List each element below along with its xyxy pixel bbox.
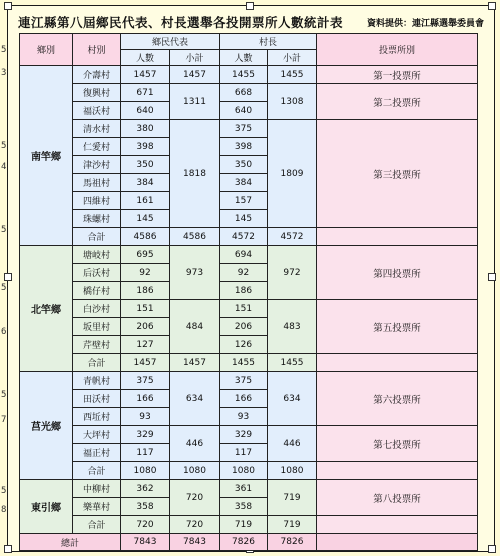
village-name: 塘岐村 [73, 246, 121, 264]
resize-handle-top-left[interactable] [4, 2, 12, 10]
chief-subtotal: 634 [268, 372, 317, 426]
village-name: 復興村 [73, 84, 121, 102]
station-empty [317, 354, 478, 372]
rep-count: 384 [121, 174, 170, 192]
header-rep: 鄉民代表 [121, 34, 220, 50]
table-row [20, 372, 478, 390]
grand-total-rep-sub: 7843 [170, 534, 220, 551]
chief-subtotal: 719 [268, 480, 317, 516]
table-row [20, 480, 478, 498]
subtotal-label: 合計 [73, 462, 121, 480]
village-name: 福正村 [73, 444, 121, 462]
side-mark: 4 [1, 162, 7, 172]
rep-subtotal: 1818 [170, 120, 220, 228]
rep-count: 166 [121, 390, 170, 408]
subtotal-chief-sub: 1080 [268, 462, 317, 480]
grand-total-row [20, 534, 478, 551]
statistics-table [19, 33, 478, 551]
header-chief-count: 人數 [220, 50, 268, 66]
village-name: 中柳村 [73, 480, 121, 498]
rep-count: 206 [121, 318, 170, 336]
rep-count: 362 [121, 480, 170, 498]
side-mark: 5 [1, 45, 7, 55]
chief-subtotal: 446 [268, 426, 317, 462]
village-name: 津沙村 [73, 156, 121, 174]
rep-count: 329 [121, 426, 170, 444]
township-name: 莒光鄉 [20, 372, 73, 480]
table-row [20, 84, 478, 102]
table-row [20, 300, 478, 318]
rep-count: 145 [121, 210, 170, 228]
chief-count: 166 [220, 390, 268, 408]
subtotal-label: 合計 [73, 228, 121, 246]
header-chief: 村長 [220, 34, 317, 50]
rep-subtotal: 1457 [170, 66, 220, 84]
chief-count: 375 [220, 120, 268, 138]
chief-count: 151 [220, 300, 268, 318]
polling-station: 第八投票所 [317, 480, 478, 516]
side-mark: 5 [1, 225, 7, 235]
village-name: 青帆村 [73, 372, 121, 390]
village-name: 西坵村 [73, 408, 121, 426]
subtotal-chief: 4572 [220, 228, 268, 246]
chief-count: 206 [220, 318, 268, 336]
resize-handle-top-right[interactable] [488, 2, 496, 10]
village-name: 介壽村 [73, 66, 121, 84]
rep-count: 161 [121, 192, 170, 210]
rep-count: 398 [121, 138, 170, 156]
subtotal-chief-sub: 4572 [268, 228, 317, 246]
subtotal-rep: 1080 [121, 462, 170, 480]
polling-station: 第五投票所 [317, 300, 478, 354]
subtotal-label: 合計 [73, 516, 121, 534]
chief-count: 186 [220, 282, 268, 300]
chief-count: 375 [220, 372, 268, 390]
side-mark: 5 [1, 141, 7, 151]
subtotal-rep-sub: 720 [170, 516, 220, 534]
chief-count: 668 [220, 84, 268, 102]
subtotal-rep: 1457 [121, 354, 170, 372]
township-name: 東引鄉 [20, 480, 73, 534]
chief-subtotal: 1308 [268, 84, 317, 120]
side-mark: 6 [1, 327, 7, 337]
subtotal-rep: 4586 [121, 228, 170, 246]
subtotal-rep-sub: 1080 [170, 462, 220, 480]
chief-count: 640 [220, 102, 268, 120]
subtotal-row [20, 228, 478, 246]
subtotal-rep: 720 [121, 516, 170, 534]
polling-station: 第三投票所 [317, 120, 478, 228]
side-mark: 5 [1, 283, 7, 293]
village-name: 田沃村 [73, 390, 121, 408]
chief-count: 329 [220, 426, 268, 444]
subtotal-row [20, 462, 478, 480]
header-chief-subtotal: 小計 [268, 50, 317, 66]
village-name: 芹壁村 [73, 336, 121, 354]
resize-handle-top-mid[interactable] [246, 2, 254, 10]
header-township: 鄉別 [20, 34, 73, 66]
township-name: 北竿鄉 [20, 246, 73, 372]
rep-subtotal: 446 [170, 426, 220, 462]
chief-subtotal: 483 [268, 300, 317, 354]
side-mark: 5 [1, 390, 7, 400]
village-name: 清水村 [73, 120, 121, 138]
rep-count: 186 [121, 282, 170, 300]
village-name: 白沙村 [73, 300, 121, 318]
station-empty [317, 228, 478, 246]
chief-count: 126 [220, 336, 268, 354]
rep-count: 380 [121, 120, 170, 138]
rep-count: 640 [121, 102, 170, 120]
resize-handle-mid-right[interactable] [488, 273, 496, 281]
header-village: 村別 [73, 34, 121, 66]
side-mark: 3 [1, 68, 7, 78]
rep-count: 92 [121, 264, 170, 282]
village-name: 大坪村 [73, 426, 121, 444]
station-empty [317, 462, 478, 480]
rep-count: 93 [121, 408, 170, 426]
table-row [20, 246, 478, 264]
grand-total-label: 總計 [20, 534, 121, 551]
subtotal-rep-sub: 4586 [170, 228, 220, 246]
chief-count: 350 [220, 156, 268, 174]
subtotal-chief: 1080 [220, 462, 268, 480]
chief-subtotal: 1455 [268, 66, 317, 84]
village-name: 福沃村 [73, 102, 121, 120]
grand-total-empty [317, 534, 478, 551]
polling-station: 第七投票所 [317, 426, 478, 462]
resize-handle-bottom-right[interactable] [488, 545, 496, 553]
chief-count: 384 [220, 174, 268, 192]
village-name: 仁愛村 [73, 138, 121, 156]
chief-count: 1455 [220, 66, 268, 84]
rep-subtotal: 1311 [170, 84, 220, 120]
chief-count: 398 [220, 138, 268, 156]
chief-count: 694 [220, 246, 268, 264]
chief-count: 92 [220, 264, 268, 282]
chief-subtotal: 1809 [268, 120, 317, 228]
rep-subtotal: 634 [170, 372, 220, 426]
chief-count: 358 [220, 498, 268, 516]
rep-count: 350 [121, 156, 170, 174]
polling-station: 第一投票所 [317, 66, 478, 84]
chief-count: 117 [220, 444, 268, 462]
rep-subtotal: 720 [170, 480, 220, 516]
grand-total-chief: 7826 [220, 534, 268, 551]
rep-count: 1457 [121, 66, 170, 84]
subtotal-chief-sub: 719 [268, 516, 317, 534]
rep-count: 151 [121, 300, 170, 318]
table-row [20, 66, 478, 84]
rep-count: 375 [121, 372, 170, 390]
rep-subtotal: 484 [170, 300, 220, 354]
subtotal-label: 合計 [73, 354, 121, 372]
subtotal-chief: 719 [220, 516, 268, 534]
polling-station: 第六投票所 [317, 372, 478, 426]
page-title: 連江縣第八屆鄉民代表、村長選舉各投開票所人數統計表 [18, 15, 344, 30]
grand-total-rep: 7843 [121, 534, 170, 551]
rep-subtotal: 973 [170, 246, 220, 300]
rep-count: 358 [121, 498, 170, 516]
subtotal-row [20, 516, 478, 534]
side-mark: 7 [1, 415, 7, 425]
village-name: 珠螺村 [73, 210, 121, 228]
township-name: 南竿鄉 [20, 66, 73, 246]
chief-count: 93 [220, 408, 268, 426]
resize-handle-mid-left[interactable] [4, 273, 12, 281]
village-name: 后沃村 [73, 264, 121, 282]
resize-handle-bottom-left[interactable] [4, 545, 12, 553]
table-row [20, 426, 478, 444]
header-rep-count: 人數 [121, 50, 170, 66]
chief-count: 361 [220, 480, 268, 498]
station-empty [317, 516, 478, 534]
village-name: 馬祖村 [73, 174, 121, 192]
village-name: 坂里村 [73, 318, 121, 336]
polling-station: 第四投票所 [317, 246, 478, 300]
chief-count: 145 [220, 210, 268, 228]
side-mark: 8 [1, 505, 7, 515]
village-name: 四維村 [73, 192, 121, 210]
header-rep-subtotal: 小計 [170, 50, 220, 66]
subtotal-rep-sub: 1457 [170, 354, 220, 372]
rep-count: 127 [121, 336, 170, 354]
village-name: 橋仔村 [73, 282, 121, 300]
table-row [20, 120, 478, 138]
grand-total-chief-sub: 7826 [268, 534, 317, 551]
source-note: 資料提供：連江縣選舉委員會 [366, 19, 484, 29]
rep-count: 695 [121, 246, 170, 264]
chief-count: 157 [220, 192, 268, 210]
rep-count: 671 [121, 84, 170, 102]
side-mark: 5 [1, 486, 7, 496]
subtotal-chief-sub: 1455 [268, 354, 317, 372]
header-station: 投票所別 [317, 34, 478, 66]
village-name: 樂華村 [73, 498, 121, 516]
rep-count: 117 [121, 444, 170, 462]
polling-station: 第二投票所 [317, 84, 478, 120]
subtotal-row [20, 354, 478, 372]
subtotal-chief: 1455 [220, 354, 268, 372]
chief-subtotal: 972 [268, 246, 317, 300]
